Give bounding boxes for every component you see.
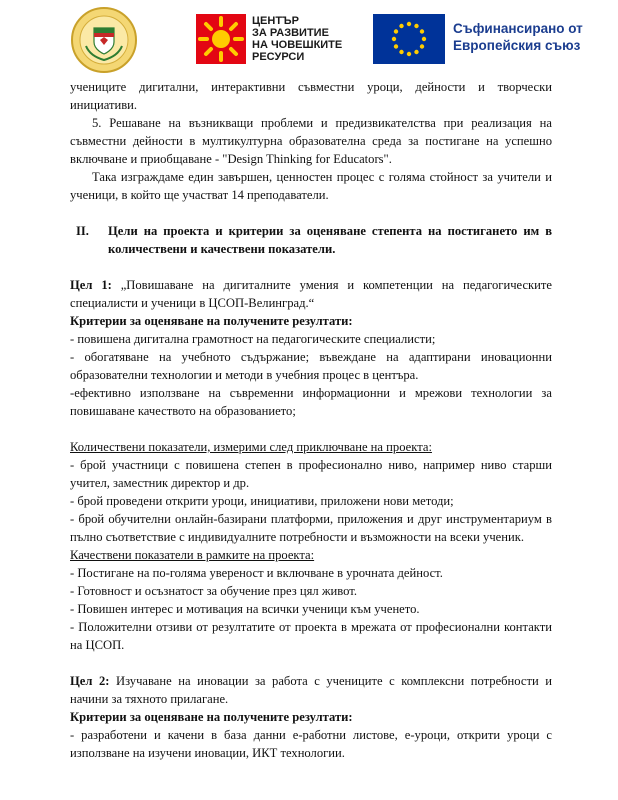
hrc-line: НА ЧОВЕШКИТЕ xyxy=(252,39,343,51)
qualitative-title: Качествени показатели в рамките на проекта: xyxy=(70,548,315,562)
hrc-line: ЦЕНТЪР xyxy=(252,15,299,27)
goal-1 xyxy=(70,276,552,312)
list-item: - Повишен интерес и мотивация на всички ученици към ученето. xyxy=(70,602,420,616)
hrc-logo xyxy=(196,14,356,64)
list-item: - брой участници с повишена степен в професионално ниво, например ниво старши учител, заместник директор и др. xyxy=(70,458,552,490)
goal-2 xyxy=(70,672,552,708)
list-item: - Готовност и осъзнатост за обучение през цял живот. xyxy=(70,584,357,598)
paragraph-item-5: 5. Решаване на възникващи проблеми и предизвикателства при реализация на съвместни дейности в мултикултурна образователна среда за постигане на успешно включване и приобщаване - "Design Thinking for Educators". xyxy=(70,116,552,166)
list-item: - Положителни отзиви от резултатите от проекта в мрежата от професионални контакти на ЦСОП. xyxy=(70,620,552,652)
eu-flag-icon xyxy=(373,14,445,64)
document-body xyxy=(70,78,552,762)
list-item: -ефективно използване на съвременни информационни и мрежови технологии за повишаване качеството на образованието; xyxy=(70,386,552,418)
section-title: Цели на проекта и критерии за оценяване степента на постигането им в количествени и качествени показатели. xyxy=(108,224,552,256)
paragraph: Така изграждаме един завършен, ценностен процес с голяма стойност за учители и ученици, в който ще участват 14 преподаватели. xyxy=(70,170,552,202)
list-item: - повишена дигитална грамотност на педагогическите специалисти; xyxy=(70,332,436,346)
section-heading xyxy=(70,222,552,258)
list-item: - обогатяване на учебното съдържание; въвеждане на адаптирани иновационни образователни технологии и методи в учебния процес в центъра. xyxy=(70,350,552,382)
quantitative-title: Количествени показатели, измерими след приключване на проекта: xyxy=(70,440,432,454)
paragraph: учениците дигитални, интерактивни съвместни уроци, дейности и творчески инициативи. xyxy=(70,80,552,112)
section-number: II. xyxy=(76,224,89,238)
eu-cofunding-logo xyxy=(373,14,613,64)
page-header xyxy=(0,0,618,78)
hrc-logo-text xyxy=(252,15,362,63)
list-item: - брой обучителни онлайн-базирани платформи, приложения и друг инструментариум в пълно съответствие с индивидуалните потребности и възможности на всеки ученик. xyxy=(70,512,552,544)
criteria-title: Критерии за оценяване на получените резултати: xyxy=(70,314,353,328)
eu-line: Съфинансирано от xyxy=(453,21,583,36)
eu-line: Европейския съюз xyxy=(453,38,581,53)
hrc-sun-icon xyxy=(196,14,246,64)
goal-label: Цел 1: xyxy=(70,278,112,292)
spacer xyxy=(70,654,552,672)
hrc-line: ЗА РАЗВИТИЕ xyxy=(252,27,329,39)
list-item: - Постигане на по-голяма увереност и включване в урочната дейност. xyxy=(70,566,443,580)
list-item: - разработени и качени в база данни е-работни листове, е-уроци, открити уроци с използване на изучени иновации, ИКТ технологии. xyxy=(70,728,552,760)
hrc-line: РЕСУРСИ xyxy=(252,51,305,63)
spacer xyxy=(70,204,552,222)
criteria-title: Критерии за оценяване на получените резултати: xyxy=(70,710,353,724)
goal-label: Цел 2: xyxy=(70,674,110,688)
list-item: - брой проведени открити уроци, инициативи, приложени нови методи; xyxy=(70,494,454,508)
school-seal-icon xyxy=(70,6,138,74)
spacer xyxy=(70,258,552,276)
spacer xyxy=(70,420,552,438)
goal-text: „Повишаване на дигиталните умения и компетенции на педагогическите специалисти и ученици в ЦСОП-Велинград.“ xyxy=(70,278,552,310)
goal-text: Изучаване на иновации за работа с учениците с комплексни потребности и начини за тяхното прилагане. xyxy=(70,674,552,706)
eu-logo-text xyxy=(453,20,613,54)
